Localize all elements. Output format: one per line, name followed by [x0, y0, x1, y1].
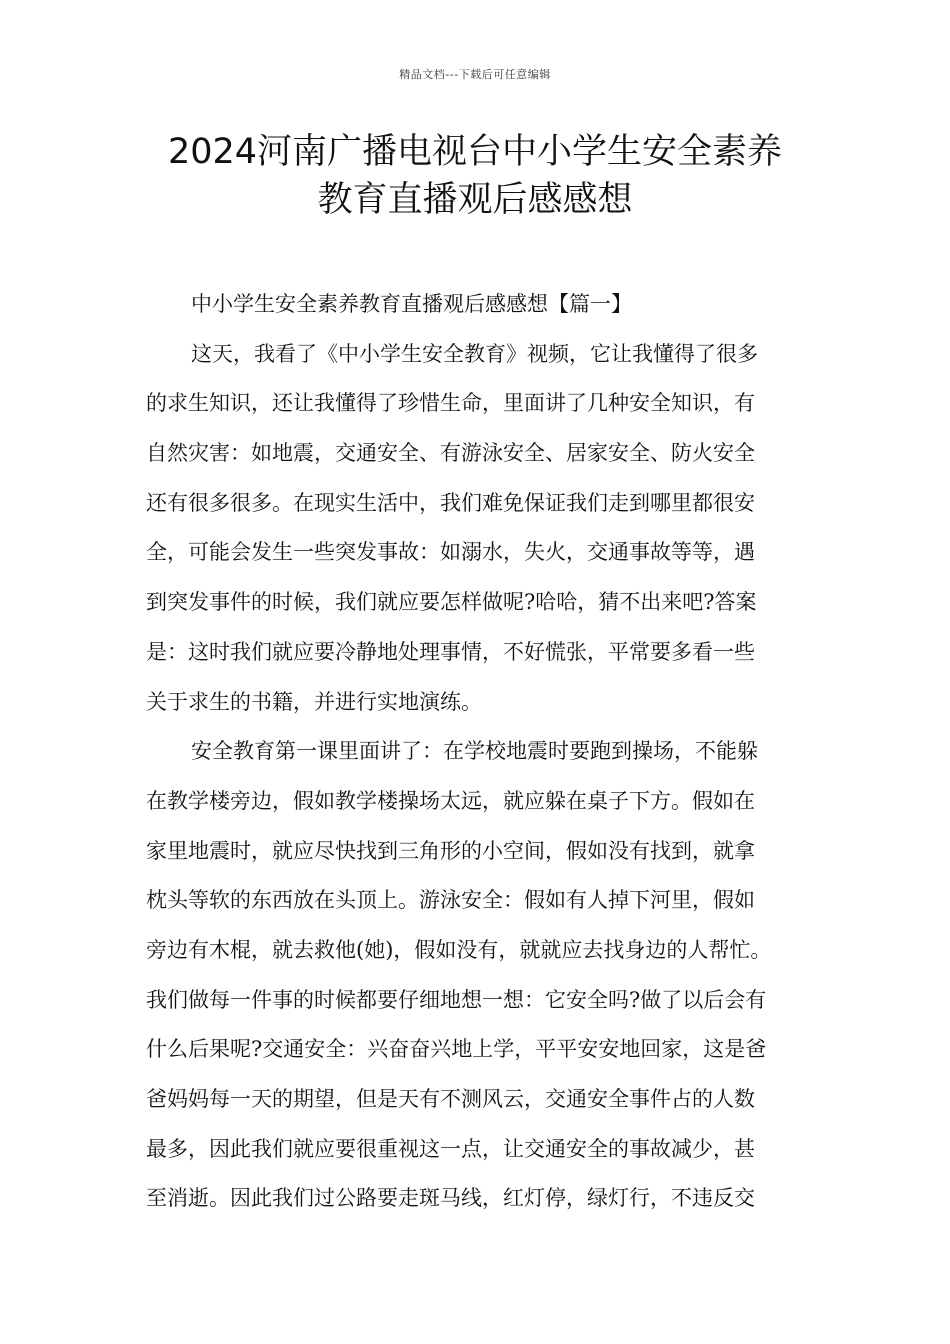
text-line: 到突发事件的时候，我们就应要怎样做呢?哈哈，猜不出来吧?答案 [146, 590, 757, 615]
text-line: 安全教育第一课里面讲了：在学校地震时要跑到操场，不能躲 [191, 739, 758, 764]
text-line: 的求生知识，还让我懂得了珍惜生命，里面讲了几种安全知识，有 [146, 391, 755, 416]
text-line: 自然灾害：如地震，交通安全、有游泳安全、居家安全、防火安全 [146, 441, 755, 466]
text-line: 关于求生的书籍，并进行实地演练。 [146, 689, 482, 714]
text-line: 最多，因此我们就应要很重视这一点，让交通安全的事故减少，甚 [146, 1136, 755, 1161]
text-line: 在教学楼旁边，假如教学楼操场太远，就应躲在桌子下方。假如在 [146, 788, 755, 813]
text-line: 枕头等软的东西放在头顶上。游泳安全：假如有人掉下河里，假如 [146, 888, 755, 913]
document-title [100, 128, 850, 224]
text-line: 家里地震时，就应尽快找到三角形的小空间，假如没有找到，就拿 [146, 838, 755, 863]
text-line: 这天，我看了《中小学生安全教育》视频，它让我懂得了很多 [191, 341, 758, 366]
text-line: 旁边有木棍，就去救他(她)，假如没有，就就应去找身边的人帮忙。 [146, 937, 772, 962]
document-body [146, 280, 811, 1224]
text-line: 我们做每一件事的时候都要仔细地想一想：它安全吗?做了以后会有 [146, 987, 767, 1012]
text-line: 还有很多很多。在现实生活中，我们难免保证我们走到哪里都很安 [146, 490, 755, 515]
text-line: 爸妈妈每一天的期望，但是天有不测风云，交通安全事件占的人数 [146, 1087, 755, 1111]
section-heading: 中小学生安全素养教育直播观后感感想【篇一】 [191, 292, 632, 316]
text-line: 什么后果呢?交通安全：兴奋奋兴地上学，平平安安地回家，这是爸 [146, 1037, 767, 1062]
text-line: 是：这时我们就应要冷静地处理事情，不好慌张，平常要多看一些 [146, 639, 755, 664]
text-line: 全，可能会发生一些突发事故：如溺水，失火，交通事故等等，遇 [146, 540, 755, 565]
text-line: 至消逝。因此我们过公路要走斑马线，红灯停，绿灯行，不违反交 [146, 1186, 755, 1211]
title-line: 2024河南广播电视台中小学生安全素养 [167, 132, 783, 172]
header-note: 精品文档---下载后可任意编辑 [399, 68, 551, 81]
title-line: 教育直播观后感感想 [317, 180, 633, 220]
